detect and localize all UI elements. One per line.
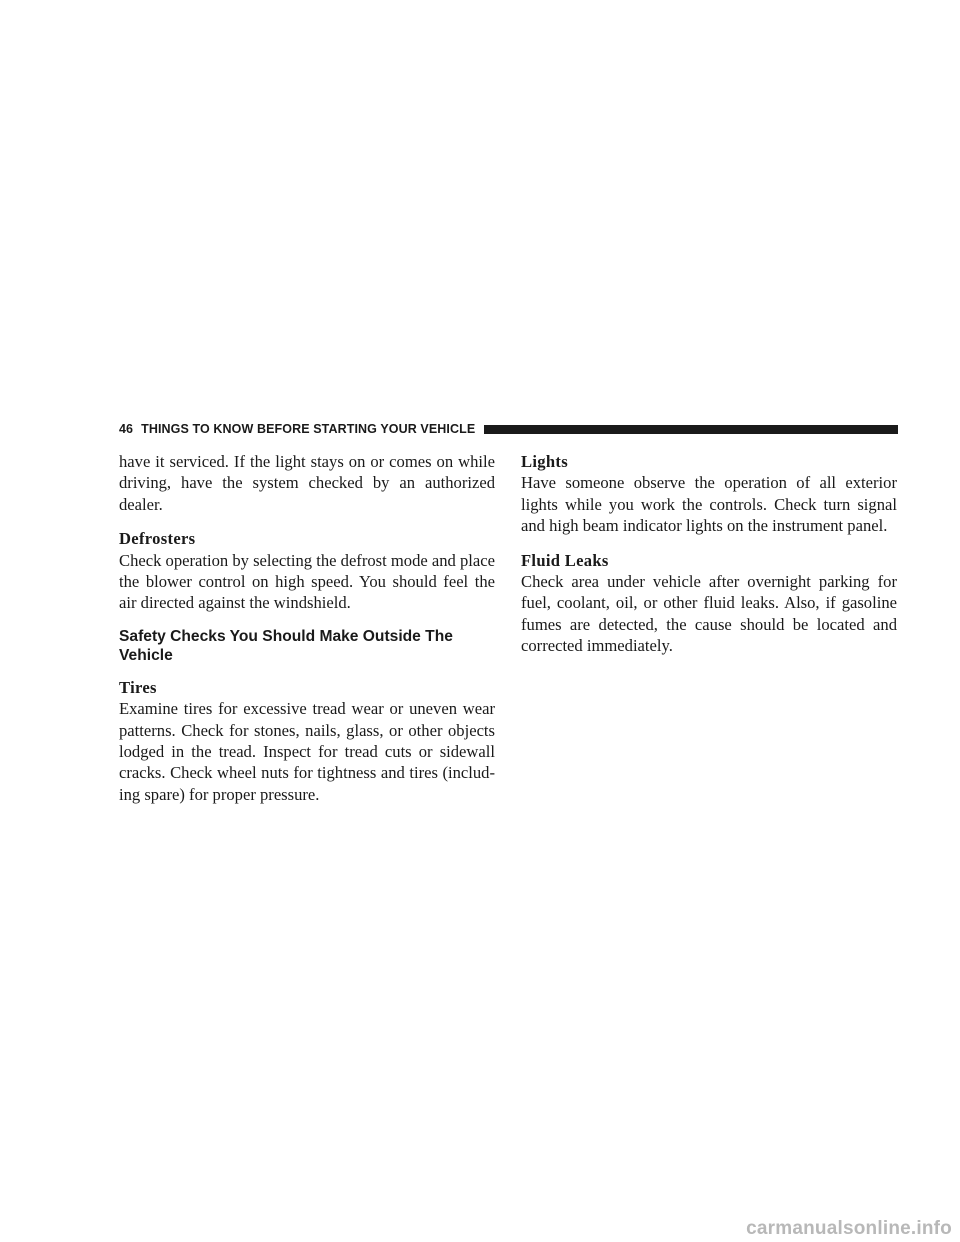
fluid-leaks-heading: Fluid Leaks [521,550,609,570]
tires-heading: Tires [119,677,157,697]
left-column [119,451,495,805]
watermark-text: carmanualsonline.info [746,1218,952,1239]
page-header [119,421,898,437]
fluid-leaks-body: Check area under vehicle after overnight parking for fuel, coolant, oil, or other fluid leaks. Also, if gasoline fumes are detected, the cause should be located and corrected immediately. [521,572,897,656]
defrosters-body: Check operation by selecting the defrost mode and place the blower control on high speed. You should feel the air directed against the windshield. [119,550,495,613]
tires-body: Examine tires for excessive tread wear or uneven wear patterns. Check for stones, nails, glass, or other objects lodged in the tread. Inspect for tread cuts or sidewall cracks. Check wheel nuts for tightness and tires (includ-ing spare) for proper pressure. [119,699,495,804]
lights-heading: Lights [521,452,568,471]
lights-body: Have someone observe the operation of all exterior lights while you work the controls. Check turn signal and high beam indicator lights on the instrument panel. [521,473,897,536]
defrosters-heading: Defrosters [119,529,196,549]
running-title: THINGS TO KNOW BEFORE STARTING YOUR VEHICLE [141,422,476,436]
right-column [521,451,897,670]
header-rule [484,425,898,434]
page-number: 46 [119,422,134,436]
section-heading-outside-checks: Safety Checks You Should Make Outside The Vehicle [119,627,453,664]
intro-paragraph: have it serviced. If the light stays on or comes on while driving, have the system checked by an authorized dealer. [119,452,495,514]
